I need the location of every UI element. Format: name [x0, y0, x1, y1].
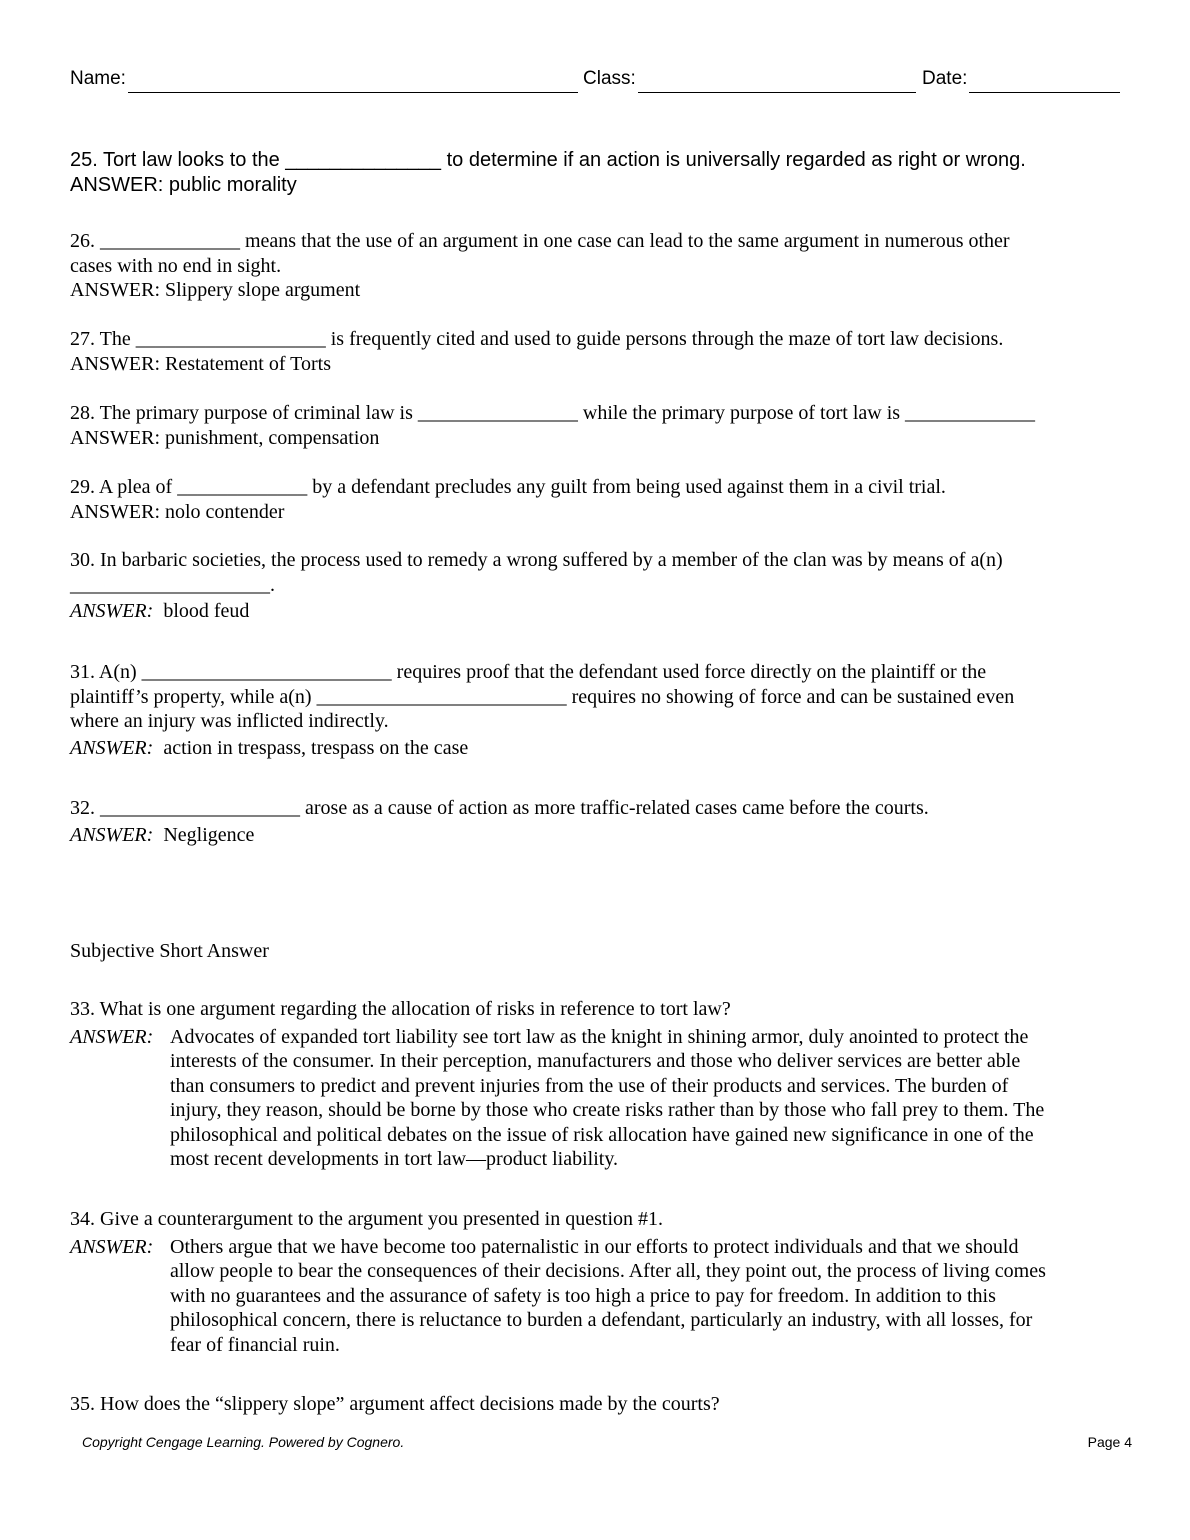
question-text: 30. In barbaric societies, the process used to remedy a wrong suffered by a member of the clan was by means of a(n) [70, 549, 1003, 571]
answer-label: ANSWER: [70, 1235, 154, 1258]
date-field[interactable] [969, 92, 1120, 93]
question-28 [70, 401, 1120, 450]
answer-row [70, 823, 1120, 848]
question-text: cases with no end in sight. [70, 254, 282, 277]
answer-line: philosophical concern, there is reluctance to burden a defendant, particularly an industry, with all losses, for [170, 1309, 1033, 1331]
answer-line: most recent developments in tort law—product liability. [170, 1148, 619, 1170]
question-25 [70, 148, 1120, 197]
question-33 [70, 997, 1120, 1172]
student-info-header [70, 68, 1120, 96]
question-31 [70, 660, 1120, 760]
class-field[interactable] [638, 92, 916, 93]
question-30 [70, 548, 1120, 624]
question-26 [70, 229, 1120, 303]
date-label: Date: [922, 68, 968, 89]
answer-label: ANSWER: [70, 823, 154, 846]
page-number: Page 4 [1087, 1434, 1132, 1450]
question-text: 29. A plea of _____________ by a defendant precludes any guilt from being used against them in a civil trial. [70, 476, 946, 498]
answer-line: allow people to bear the consequences of their decisions. After all, they point out, the process of living comes [170, 1260, 1046, 1282]
section-title [70, 939, 1120, 964]
answer-label: ANSWER: [70, 736, 154, 759]
question-27 [70, 327, 1120, 376]
answer-text: ANSWER: Restatement of Torts [70, 352, 331, 375]
answer-text: ANSWER: nolo contender [70, 500, 285, 523]
answer-row [70, 1025, 1120, 1172]
answer-text: ANSWER: public morality [70, 173, 297, 196]
question-text: 31. A(n) _________________________ requires proof that the defendant used force directly on the plaintiff or the [70, 661, 987, 683]
copyright-text: Copyright Cengage Learning. Powered by Cognero. [82, 1434, 405, 1450]
question-32 [70, 796, 1120, 847]
class-label: Class: [583, 68, 636, 89]
answer-text: blood feud [163, 600, 250, 622]
question-text: where an injury was inflicted indirectly. [70, 710, 389, 732]
answer-text: ANSWER: punishment, compensation [70, 426, 380, 449]
question-text: 35. How does the “slippery slope” argument affect decisions made by the courts? [70, 1393, 720, 1415]
question-text: plaintiff’s property, while a(n) _________________________ requires no showing of force and can be sustained even [70, 685, 1015, 708]
question-text: ____________________. [70, 573, 275, 596]
answer-row [70, 736, 1120, 761]
answer-text: ANSWER: Slippery slope argument [70, 279, 361, 301]
answer-line: philosophical and political debates on the issue of risk allocation have gained new significance in one of the [170, 1123, 1034, 1146]
answer-row [70, 1235, 1120, 1358]
answer-text: action in trespass, trespass on the case [163, 736, 469, 759]
answer-label: ANSWER: [70, 1025, 154, 1048]
answer-line: with no guarantees and the assurance of safety is too high a price to pay for freedom. In addition to this [170, 1284, 996, 1307]
question-34 [70, 1207, 1120, 1357]
answer-line: than consumers to predict and prevent injuries from the use of their products and services. The burden of [170, 1074, 1009, 1097]
name-field[interactable] [128, 92, 578, 93]
answer-row [70, 599, 1120, 624]
answer-line: Advocates of expanded tort liability see tort law as the knight in shining armor, duly anointed to protect the [170, 1025, 1029, 1048]
answer-label: ANSWER: [70, 600, 154, 622]
answer-line: interests of the consumer. In their perception, manufacturers and those who deliver services are better able [170, 1050, 1021, 1072]
question-text: 34. Give a counterargument to the argument you presented in question #1. [70, 1208, 664, 1230]
question-text: 33. What is one argument regarding the allocation of risks in reference to tort law? [70, 998, 731, 1020]
answer-body [170, 1235, 1120, 1358]
answer-line: Others argue that we have become too paternalistic in our efforts to protect individuals and that we should [170, 1235, 1019, 1258]
answer-line: fear of financial ruin. [170, 1333, 340, 1356]
question-text: 28. The primary purpose of criminal law is ________________ while the primary purpose of tort law is _____________ [70, 402, 1036, 424]
question-35 [70, 1392, 1120, 1417]
answer-text: Negligence [163, 823, 255, 846]
question-text: 27. The ___________________ is frequently cited and used to guide persons through the maze of tort law decisions. [70, 328, 1004, 350]
question-text: 26. ______________ means that the use of an argument in one case can lead to the same argument in numerous other [70, 230, 1010, 252]
section-title-text: Subjective Short Answer [70, 940, 269, 962]
question-text: 25. Tort law looks to the ______________ to determine if an action is universally regarded as right or wrong. [70, 149, 1026, 171]
question-29 [70, 475, 1120, 524]
answer-line: injury, they reason, should be borne by those who create risks rather than by those who fall prey to them. The [170, 1099, 1045, 1121]
question-text: 32. ____________________ arose as a cause of action as more traffic-related cases came before the courts. [70, 797, 929, 819]
name-label: Name: [70, 68, 126, 89]
answer-body [170, 1025, 1120, 1172]
